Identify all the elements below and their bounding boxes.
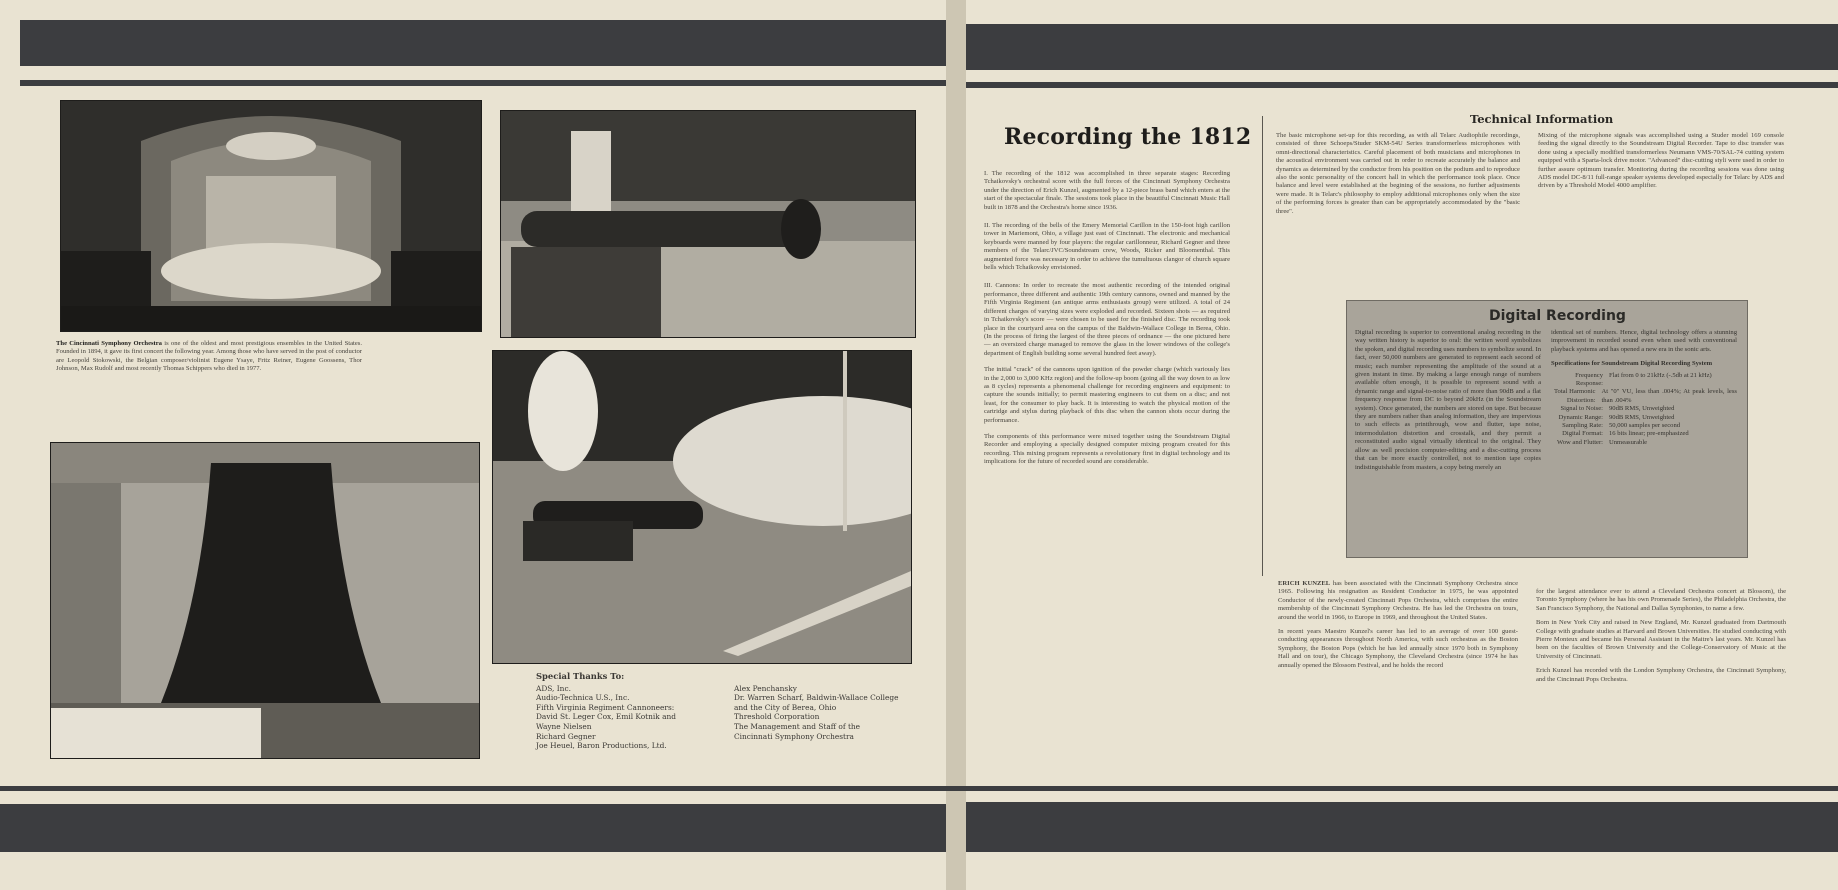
spec-value: At "0" VU, less than .004%; At peak levels, less than .004% [1601,388,1737,404]
bottom-band-right [966,802,1838,852]
digital-column-2-text: identical set of numbers. Hence, digital technology offers a stunning improvement in recorded sound even when used with conventional playback systems and has opened a new era in the sonic arts. [1551,329,1737,353]
kunzel-text: for the largest attendance ever to attend a Cleveland Orchestra concert at Blossom), the Toronto Symphony (where he has his own Promenade Series), the Philadelphia Orchestra, the San Francisco Symphony, the National and Dallas Symphonies, to name a few. [1536,588,1786,612]
spec-row [1551,422,1737,430]
tech-heading: Technical Information [1470,112,1614,126]
article-paragraph: The initial "crack" of the cannons upon ignition of the powder charge (which variously lies in the 2,000 to 3,000 KHz region) and the follow-up boom (going all the way down to as low as 8 cycles) represents a phenomenal challenge for recording engineers and equipment: to capture the sounds initially; to permit mastering engineers to cut them on a disc; and not least, for the consumer to play back. It is interesting to watch the physical motion of the cartridge and stylus during playback of this disc when the cannon shots occur during the performance. [984,366,1230,424]
top-band-right [966,24,1838,70]
special-thanks [536,672,916,751]
thanks-line: Dr. Warren Scharf, Baldwin-Wallace College [734,693,899,703]
music-hall-photo [60,100,482,332]
article-paragraph: I. The recording of the 1812 was accomplished in three separate stages: Recording Tchaikovsky's orchestral score with the full forces of the Cincinnati Symphony Orchestra under the direction of Erich Kunzel, augmented by a 12-piece brass band which enters at the start of the spectacular finale. The sessions took place in the beautiful Cincinnati Music Hall built in 1878 and the Orchestra's home since 1936. [984,170,1230,211]
column-divider [1262,116,1263,576]
kunzel-name: ERICH KUNZEL [1278,580,1331,587]
spec-key: Digital Format: [1562,430,1603,438]
spec-value: 16 bits linear; pre-emphasized [1609,430,1689,438]
kunzel-text: Born in New York City and raised in New England, Mr. Kunzel graduated from Dartmouth College with graduate studies at Harvard and Brown Universities. He studied conducting with Pierre Monteux and became his Personal Assistant in the Maitre's last years. Mr. Kunzel has been on the faculties of Brown University and the College-Conservatory of Music at the University of Cincinnati. [1536,619,1786,660]
kunzel-bio-column-1 [1278,580,1518,670]
thanks-line: and the City of Berea, Ohio [734,702,837,712]
article-paragraph: III. Cannons: In order to recreate the most authentic recording of the intended original performance, three different and authentic 19th century cannons, owned and manned by the Fifth Virginia Regiment (an antique arms enthusiasts group) were utilized. A total of 24 different charges of varying sizes were exploded and recorded. Sixteen shots — as required in Tchaikovsky's score — were chosen to be used for the finished disc. The recording took place in the courtyard area on the campus of the Baldwin-Wallace College in Berea, Ohio. (In the process of firing the largest of the three pieces of ordnance — the one pictured here — an oversized charge managed to remove the glass in the lower windows of the college's department of English building some several hundred feet away). [984,282,1230,357]
top-band-left [20,20,946,66]
bottom-band-left [0,804,946,852]
kunzel-text: Erich Kunzel has recorded with the London Symphony Orchestra, the Cincinnati Symphony, and the Cincinnati Pops Orchestra. [1536,667,1786,683]
spec-row [1551,414,1737,422]
thanks-line: Fifth Virginia Regiment Cannoneers: [536,702,675,712]
thanks-line: The Management and Staff of the [734,721,861,731]
gatefold-spine [946,0,966,890]
orchestra-caption [56,340,362,374]
spec-key: Sampling Rate: [1562,422,1603,430]
spec-value: Unmeasurable [1609,438,1648,446]
spec-value: Flat from 0 to 21kHz (-.5db at 21 kHz) [1609,371,1712,379]
kunzel-text: In recent years Maestro Kunzel's career has led to an average of over 100 guest-conducting appearances throughout North America, with such orchestras as the Boston Symphony, the Boston Pops (which he has led annually since 1970 both in Symphony Hall and on tour), the Chicago Symphony, the Cleveland Orchestra (since 1974 he has annually opened the Blossom Festival, and he holds the record [1278,628,1518,669]
thanks-line: Joe Heuel, Baron Productions, Ltd. [536,741,667,751]
cannon-photo [500,110,916,338]
thanks-line: David St. Leger Cox, Emil Kotnik and [536,712,676,722]
recording-article [984,170,1230,467]
special-thanks-heading: Special Thanks To: [536,671,625,681]
spec-row [1551,405,1737,413]
thanks-line: Richard Gegner [536,731,596,741]
spec-key: Dynamic Range: [1558,413,1603,421]
spec-row [1551,430,1737,438]
bottom-rule [0,786,1838,791]
spec-row [1551,439,1737,447]
kunzel-text: has been associated with the Cincinnati Symphony Orchestra since 1965. Following his resignation as Resident Conductor in 1975, he was appointed Conductor of the newly-created Cincinnati Pops Orchestra, which comprises the entire membership of the Cincinnati Symphony Orchestra. He has led the Orchestra on tours, around the world in 1966, to Europe in 1969, and throughout the United States. [1278,580,1518,621]
top-rule-right [966,82,1838,88]
cannon-firing-photo [492,350,912,664]
kunzel-bio-column-2 [1536,588,1786,684]
thanks-line: Alex Penchansky [734,683,797,693]
spec-row [1551,388,1737,405]
tech-column-2: Mixing of the microphone signals was accomplished using a Studer model 169 console feeding the signal directly to the Soundstream Digital Recorder. Tape to disc transfer was done using a specially modified transformerless Neumann VMS-70/SAL-74 cutting system equipped with a Sparta-lock drive motor. "Advanced" disc-cutting styli were used in order to further assure optimum transfer. Monitoring during the recording sessions was done using ADS model DC-8/11 full-range speaker systems developed especially for Telarc by ADS and driven by a Threshold Model 4000 amplifier. [1538,132,1784,190]
thanks-line: Threshold Corporation [734,712,820,722]
thanks-line: Wayne Nielsen [536,721,592,731]
spec-key: Signal to Noise: [1560,405,1603,413]
tech-column-1: The basic microphone set-up for this recording, as with all Telarc Audiophile recordings, consisted of three Schoeps/Studer SKM-54U Series transformerless microphones with omni-directional characteristics. Careful placement of both musicians and microphones in the acoustical environment was carried out in order to recreate accurately the balance and dynamics as determined by the conductor from his position on the podium and to reproduce also the sonic personality of the concert hall in which the performance took place. Once balance and level were established at the begining of the sessions, no further adjustments were made. It is Telarc's philosophy to employ additional microphones only when the size of the performing forces is greater than can be appropriately accommodated by the "basic three". [1276,132,1520,215]
thanks-line: Cincinnati Symphony Orchestra [734,731,854,741]
digital-recording-title: Digital Recording [1489,308,1626,324]
spec-value: 90dB RMS, Unweighted [1609,413,1675,421]
article-paragraph: The components of this performance were mixed together using the Soundstream Digital Recorder and employing a specially designed computer mixing program created for this recording. This mixing program represents a revolutionary first in digital technology and its implications for the future of recorded sound are considerable. [984,432,1230,466]
bell-photo [50,442,480,759]
spec-value: 90dB RMS, Unweighted [1609,405,1675,413]
digital-column-1: Digital recording is superior to conventional analog recording in the way written history is superior to oral: the written word symbolizes the spoken, and digital recording uses numbers to symbolize sound. In fact, over 50,000 numbers are generated to represent each second of music; each number representing the amplitude of the sound at a given instant in time. By making a large enough range of numbers available often enough, it is possible to represent sound with a dynamic range and signal-to-noise ratio of more than 90dB and a flat frequency response from DC to beyond 20kHz (in the Soundstream system). Once generated, the numbers are stored on tape. But because they are numbers rather than analog information, they are impervious to such effects as printthrough, wow and flutter, tape noise, intermodulation distortion and crosstalk, and they permit a reconstituted audio signal virtually identical to the original. They allow as well precision computer-editing and a disc-cutting process that can be more exactly controlled, not to mention tape copies indistinguishable from masters, a copy being merely an [1355,329,1541,471]
orchestra-caption-text: is one of the oldest and most prestigious ensembles in the United States. Founded in 1894, it gave its first concert the following year. Among those who have served in the post of conductor are Leopold Stokowski, the Belgian composer/violinist Eugene Ysaye, Fritz Reiner, Eugene Goossens, Thor Johnson, Max Rudolf and most recently Thomas Schippers who died in 1977. [56,340,362,373]
page-title: Recording the 1812 [1004,124,1252,150]
spec-key: Total Harmonic Distortion: [1553,388,1596,404]
thanks-line: ADS, Inc. [536,683,571,693]
spec-value: 50,000 samples per second [1609,422,1681,430]
digital-recording-box [1346,300,1748,558]
spec-row [1551,372,1737,389]
digital-column-2 [1551,329,1737,447]
thanks-line: Audio-Technica U.S., Inc. [536,693,630,703]
spec-heading: Specifications for Soundstream Digital Recording System [1551,360,1713,368]
top-rule-left [20,80,946,86]
article-paragraph: II. The recording of the bells of the Emery Memorial Carillon in the 150-foot high carillon tower in Mariemont, Ohio, a village just east of Cincinnati. The electronic and mechanical keyboards were manned by four players: the regular carillonneur, Richard Gegner and three members of the Telarc/JVC/Soundstream crew, Woods, Ricker and Bloomenthal. This augmented force was necessary in order to achieve the tumultuous clangor of church square bells which Tchaikovsky envisioned. [984,222,1230,272]
spec-key: Wow and Flutter: [1557,438,1603,446]
orchestra-caption-lead: The Cincinnati Symphony Orchestra [56,340,162,347]
spec-key: Frequency Response: [1575,371,1603,388]
